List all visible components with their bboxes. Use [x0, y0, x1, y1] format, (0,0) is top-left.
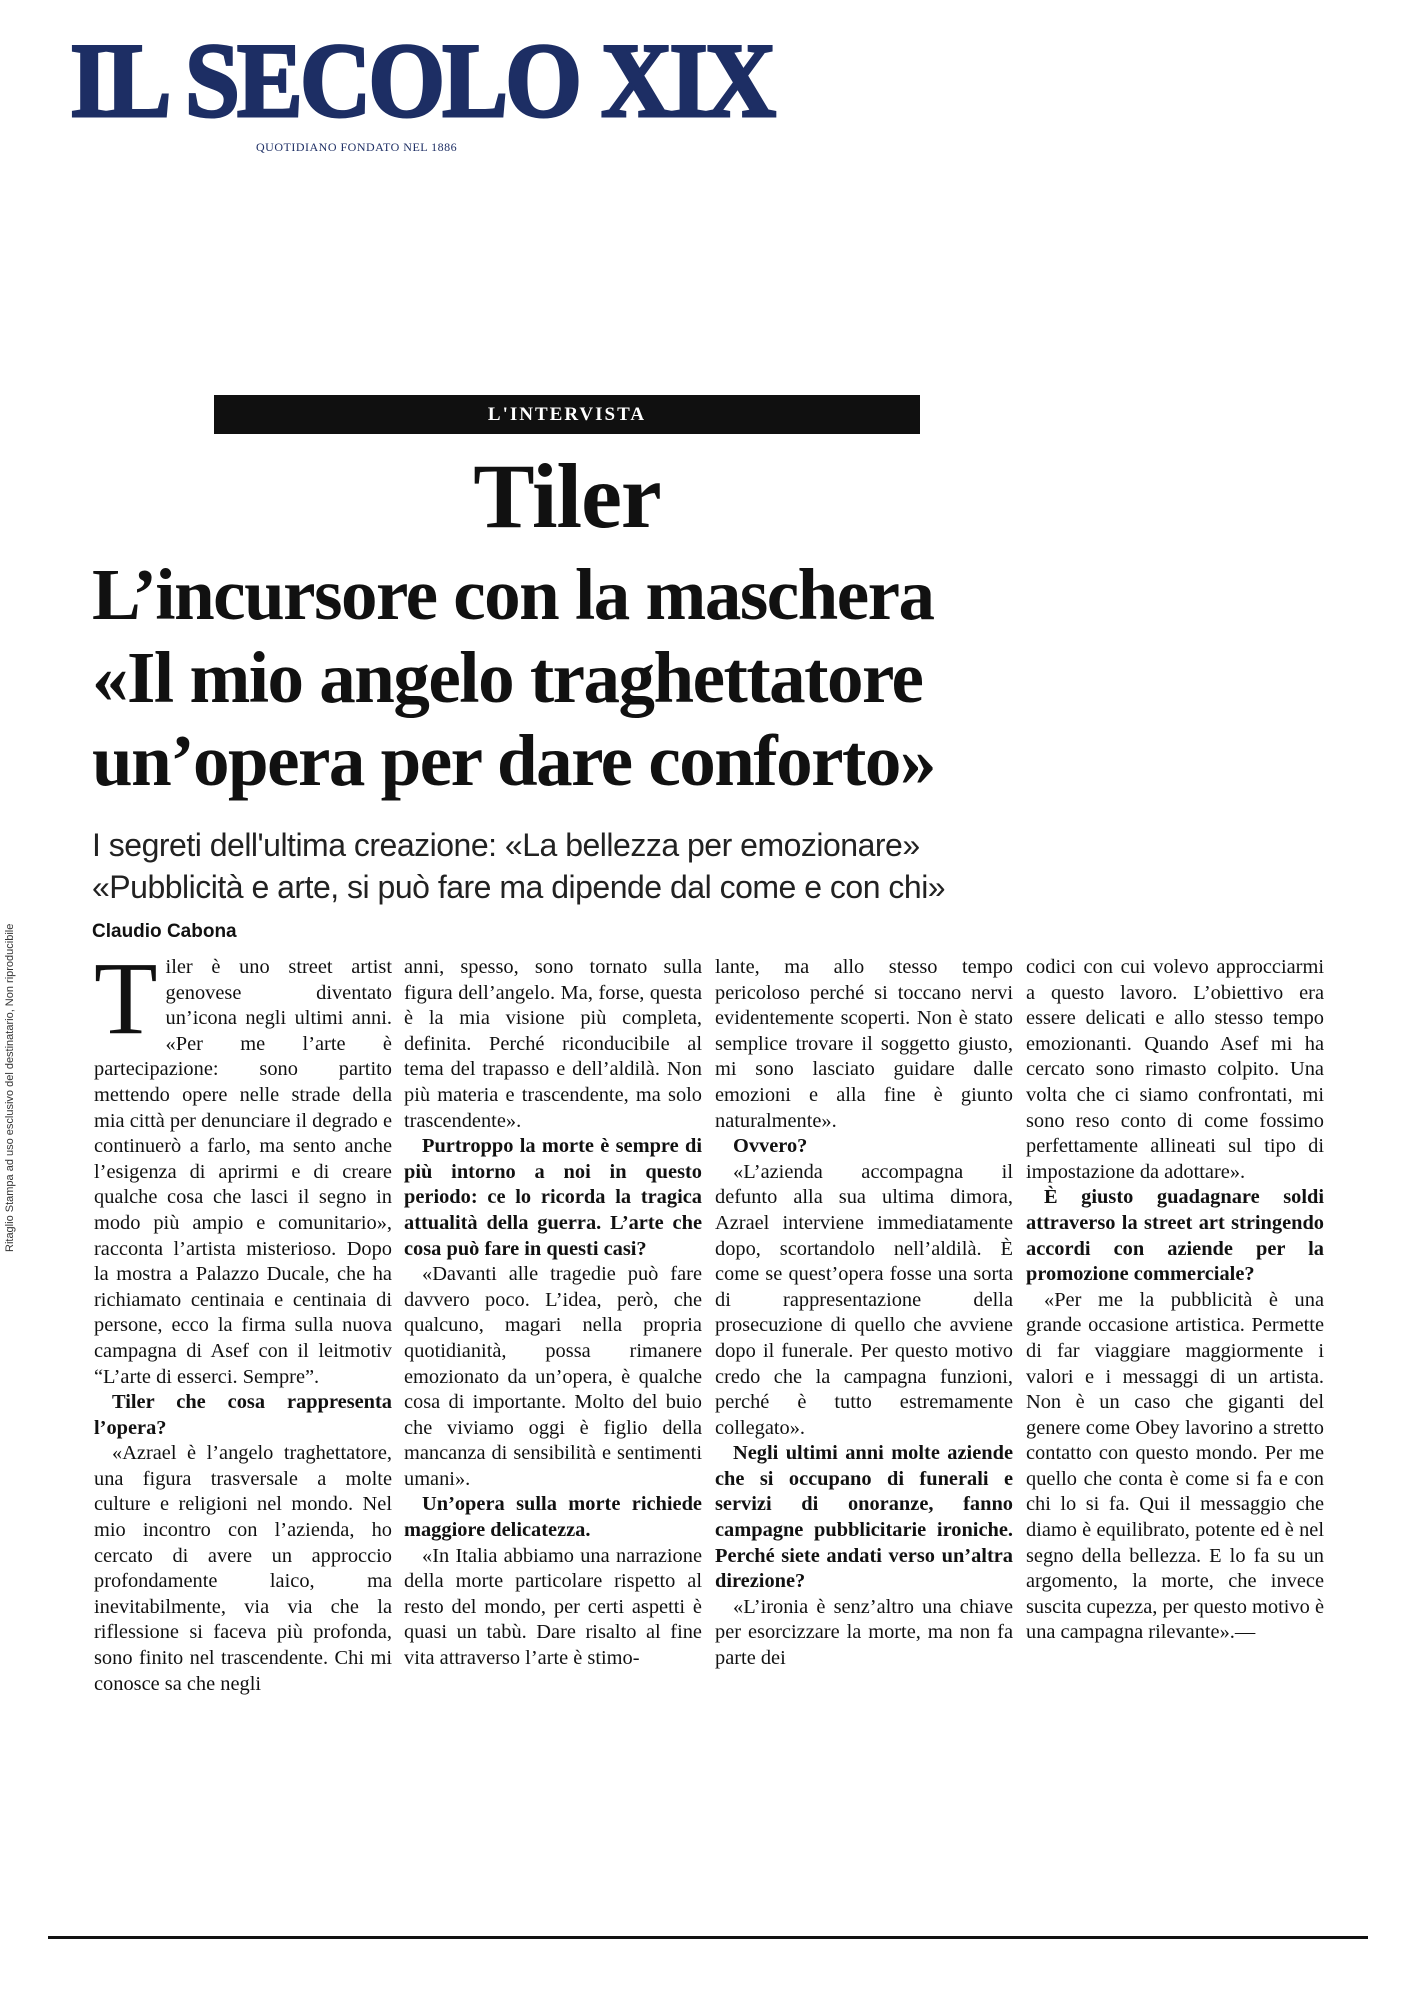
- subhead-line: I segreti dell'ultima creazione: «La bellezza per emozionare»: [92, 827, 920, 863]
- paragraph: lante, ma allo stesso tempo pericoloso perché si toccano nervi evidentemente scoperti. Non è stato semplice trovare il soggetto giusto, mi sono lasciato guidare dalle emozioni e alla fine è giunto naturalmente».: [715, 956, 1013, 1132]
- paragraph-text: iler è uno street artist genovese diventato un’icona negli ultimi anni. «Per me l’arte è partecipazione: sono partito mettendo opere nelle strade della mia città per denunciare il degrado e continuerò a farlo, ma sento anche l’esigenza di aprirmi e di creare qualche cosa che lasci il segno in modo più ampio e comunitario», racconta l’artista misterioso. Dopo la mostra a Palazzo Ducale, che ha richiamato centinaia e centinaia di persone, ecco la firma sulla nuova campagna di Asef con il leitmotiv “L’arte di esserci. Sempre”.: [94, 956, 392, 1388]
- paragraph: codici con cui volevo approcciarmi a questo lavoro. L’obiettivo era essere delicati e allo stesso tempo emozionanti. Quando Asef mi ha cercato sono rimasto colpito. Una volta che ci siamo confrontati, mi sono reso conto di come fossimo perfettamente allineati sul tipo di impostazione da adottare».: [1026, 956, 1324, 1183]
- bottom-rule: [48, 1936, 1368, 1939]
- paragraph: [1026, 1288, 1324, 1646]
- interview-question: Ovvero?: [733, 1135, 808, 1158]
- masthead-tagline: QUOTIDIANO FONDATO NEL 1886: [256, 140, 458, 154]
- paragraph: «In Italia abbiamo una narrazione della morte particolare rispetto al resto del mondo, per certi aspetti è quasi un tabù. Dare risalto al fine vita attraverso l’arte è stimo-: [404, 1544, 702, 1670]
- headline-line: «Il mio angelo traghettatore: [92, 637, 923, 718]
- paragraph: «L’ironia è senz’altro una chiave per esorcizzare la morte, ma non fa parte dei: [715, 1595, 1013, 1670]
- copyright-side-note: Ritaglio Stampa ad uso esclusivo del destinatario, Non riproducibile: [4, 923, 16, 1252]
- byline: Claudio Cabona: [92, 921, 237, 942]
- interview-question: Un’opera sulla morte richiede maggiore delicatezza.: [404, 1493, 702, 1542]
- masthead: [70, 22, 826, 154]
- paragraph: «Davanti alle tragedie può fare davvero poco. L’idea, però, che qualcuno, magari nella propria quotidianità, possa rimanere emozionato da un’opera, è qualche cosa di importante. Molto del buio che viviamo oggi è figlio della mancanza di sensibilità e sentimenti umani».: [404, 1263, 702, 1490]
- section-kicker: L'INTERVISTA: [214, 395, 920, 434]
- paragraph: anni, spesso, sono tornato sulla figura dell’angelo. Ma, forse, questa è la mia visione più completa, definita. Perché riconducibile al tema del trapasso e dell’aldilà. Non più materia e trascendente, ma solo trascendente».: [404, 956, 702, 1132]
- article-column-4: [1026, 955, 1324, 1646]
- article-column-2: [404, 955, 702, 1672]
- article-column-3: [715, 955, 1013, 1672]
- article-subhead: [92, 824, 1112, 908]
- article-headline: [92, 553, 1092, 802]
- subhead-line: «Pubblicità e arte, si può fare ma dipende dal come e con chi»: [92, 869, 946, 905]
- drop-cap: T: [94, 941, 158, 1056]
- paragraph: [94, 941, 392, 1390]
- masthead-logo: IL SECOLO XIX: [70, 22, 774, 139]
- interview-question: Negli ultimi anni molte aziende che si occupano di funerali e servizi di onoranze, fanno campagne pubblicitarie ironiche. Perché siete andati verso un’altra direzione?: [715, 1442, 1013, 1593]
- headline-line: un’opera per dare conforto»: [92, 720, 935, 801]
- article-column-1: [94, 941, 392, 1697]
- interview-question: È giusto guadagnare soldi attraverso la street art stringendo accordi con aziende per la promozione commerciale?: [1026, 1186, 1324, 1286]
- headline-line: L’incursore con la maschera: [92, 554, 934, 635]
- paragraph: «Azrael è l’angelo traghettatore, una figura trasversale a molte culture e religioni nel mondo. Nel mio incontro con l’azienda, ho cercato di avere un approccio profondamente laico, ma inevitabilmente, via via che la riflessione si faceva più profonda, sono finito nel trascendente. Chi mi conosce sa che negli: [94, 1442, 392, 1695]
- article-subject: Tiler: [473, 445, 661, 547]
- interview-question: Tiler che cosa rappresenta l’opera?: [94, 1391, 392, 1439]
- interview-question: Purtroppo la morte è sempre di più intorno a noi in questo periodo: ce lo ricorda la tragica attualità della guerra. L’arte che cosa può fare in questi casi?: [404, 1135, 702, 1260]
- paragraph-text: «Per me la pubblicità è una grande occasione artistica. Permette di far viaggiare maggiormente i valori e i messaggi di un artista. Non è un caso che giganti del genere come Obey lavorino a stretto contatto con questo mondo. Per me quello che conta è come si fa e con chi lo si fa. Qui il messaggio che diamo è equilibrato, potente ed è nel segno della bellezza. E lo fa su un argomento, la morte, che invece suscita cupezza, per questo motivo è una campagna rilevante».: [1026, 1288, 1324, 1644]
- end-mark: —: [1234, 1621, 1256, 1644]
- paragraph: «L’azienda accompagna il defunto alla sua ultima dimora, Azrael interviene immediatamente dopo, scortandolo nell’aldilà. È come se quest’opera fosse una sorta di rappresentazione della prosecuzione di quello che avviene dopo il funerale. Per questo motivo credo che la campagna funzioni, perché è tutto estremamente collegato».: [715, 1160, 1013, 1439]
